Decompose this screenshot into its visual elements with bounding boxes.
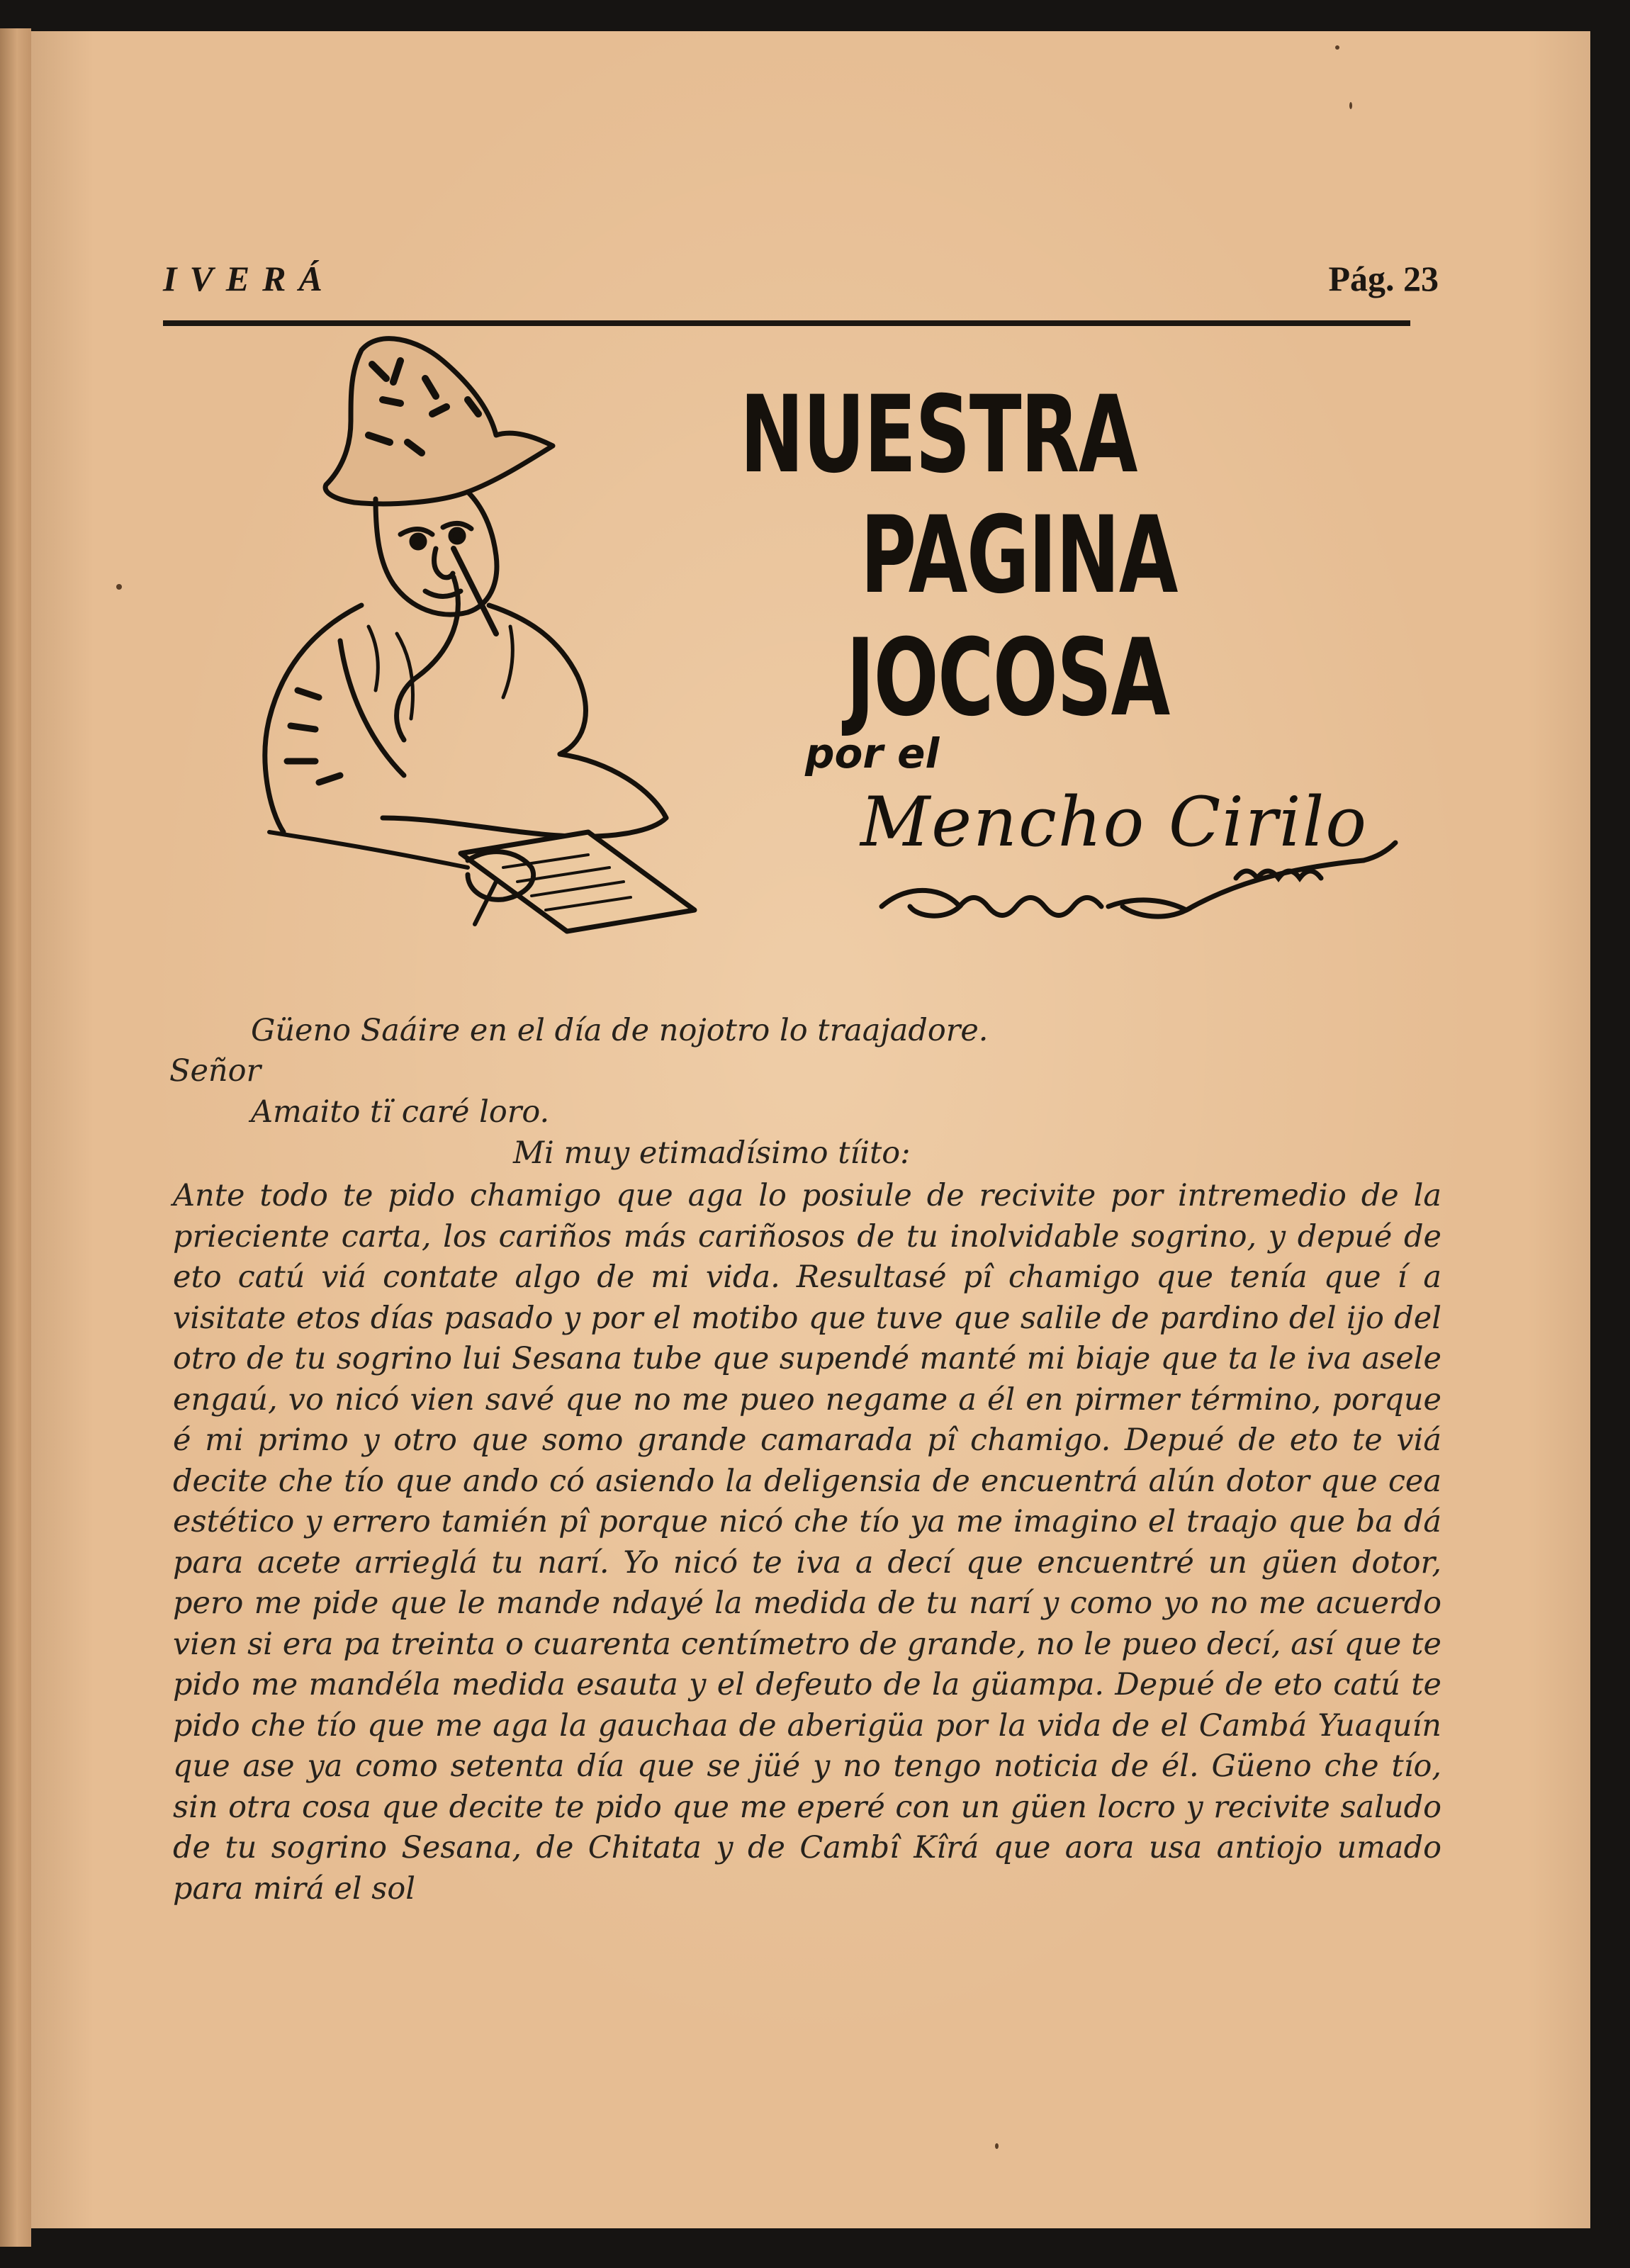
magazine-page: [31, 31, 1590, 2228]
paper-speck: [995, 2143, 999, 2149]
paper-speck: [1335, 45, 1339, 50]
title-line-1: NUESTRA: [740, 374, 1137, 497]
byline: por el: [805, 729, 940, 777]
title-line-2: PAGINA: [860, 494, 1177, 617]
title-line-3: JOCOSA: [846, 617, 1169, 740]
paper-speck: [1349, 102, 1352, 109]
letter-body: Ante todo te pido chamigo que aga lo posiule de recivite por intremedio de la prieciente carta, los cariños más cariñosos de tu inolvidable sogrino, y depué de eto catú viá contate algo de mi vida. Resultasé pî chamigo que tenía que í a visitate etos días pasado y por el motibo que tuve que salile de pardino del ijo del otro de tu sogrino lui Sesana tube que supendé manté mi biaje que ta le iva asele engaú, vo nicó vien savé que no me pueo negame a él en pirmer término, porque é mi primo y otro que somo grande camarada pî chamigo. Depué de eto te viá decite che tío que ando có asiendo la deligensia de encuentrá alún dotor que cea estético y errero tamién pî porque nicó che tío ya me imagino el traajo que ba dá para acete arrieglá tu narí. Yo nicó te iva a decí que encuentré un güen dotor, pero me pide que le mande ndayé la medida de tu narí y como yo no me acuerdo vien si era pa treinta o cuarenta centímetro de grande, no le pueo decí, así que te pido me mandéla medida esauta y el defeuto de la güampa. Depué de eto catú te pido che tío que me aga la gauchaa de aberigüa por la vida de el Cambá Yuaquín que ase ya como setenta día que se jüé y no tengo noticia de él. Güeno che tío, sin otra cosa que decite te pido que me eperé con un güen locro y recivite saludo de tu sogrino Sesana, de Chitata y de Cambî Kîrá que aora usa antiojo umado para mirá el sol: [173, 1178, 1441, 1907]
boy-writing-letter-illustration: [255, 322, 822, 988]
book-spine: [0, 28, 31, 2247]
paper-speck: [116, 584, 122, 590]
magazine-name: IVERÁ: [163, 259, 335, 298]
letter-greeting: Güeno Saáire en el día de nojotro lo traajadore.: [251, 1013, 989, 1048]
author-signature: Mencho Cirilo: [860, 782, 1368, 862]
page-header: [163, 230, 1439, 322]
letter-opening: Mi muy etimadísimo tíito:: [513, 1135, 911, 1171]
signature-flourish-icon: [867, 839, 1406, 974]
letter-salutation: Señor: [169, 1053, 262, 1089]
letter-addressee: Amaito tï caré loro.: [251, 1094, 550, 1130]
page-number: Pág. 23: [1328, 259, 1439, 298]
